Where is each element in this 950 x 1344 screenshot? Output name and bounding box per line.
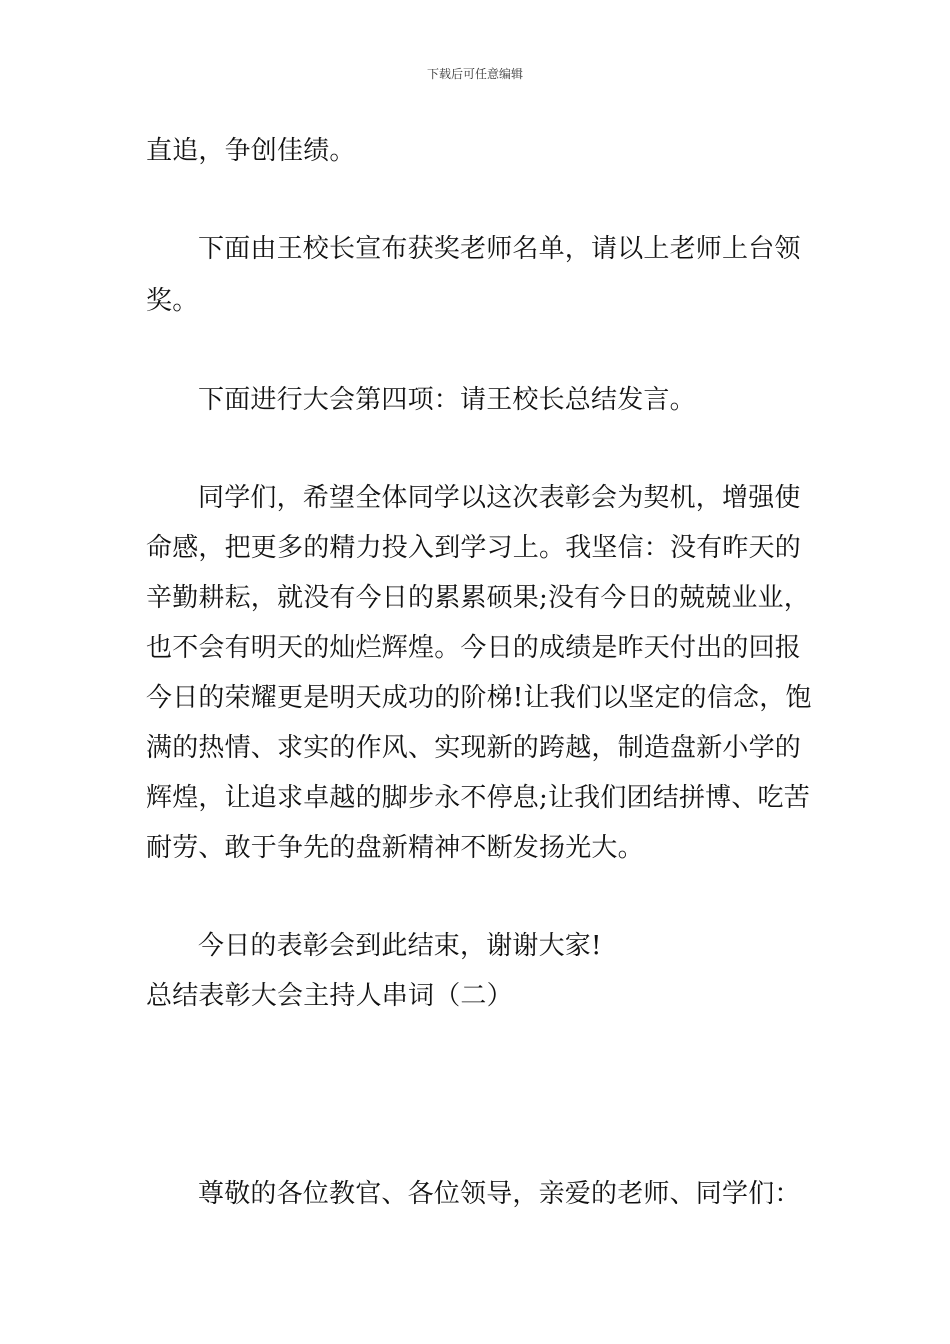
text-line: 直追，争创佳绩。 xyxy=(146,136,356,166)
text-line: 下面进行大会第四项：请王校长总结发言。 xyxy=(198,385,696,415)
text-line: 奖。 xyxy=(146,286,199,316)
text-line: 辛勤耕耘，就没有今日的累累硕果;没有今日的兢兢业业， xyxy=(146,583,810,613)
text-line: 尊敬的各位教官、各位领导，亲爱的老师、同学们： xyxy=(198,1179,801,1209)
text-line: 也不会有明天的灿烂辉煌。今日的成绩是昨天付出的回报 xyxy=(146,633,802,663)
text-line: 耐劳、敢于争先的盘新精神不断发扬光大。 xyxy=(146,833,644,863)
text-line: 同学们，希望全体同学以这次表彰会为契机，增强使 xyxy=(198,483,801,513)
section-title: 总结表彰大会主持人串词（二） xyxy=(146,981,513,1011)
text-line: 今日的荣耀更是明天成功的阶梯!让我们以坚定的信念，饱 xyxy=(146,683,812,713)
text-line: 今日的表彰会到此结束，谢谢大家! xyxy=(198,931,602,961)
text-line: 辉煌，让追求卓越的脚步永不停息;让我们团结拼博、吃苦 xyxy=(146,783,810,813)
page-header: 下载后可任意编辑 xyxy=(426,67,523,81)
text-line: 命感，把更多的精力投入到学习上。我坚信：没有昨天的 xyxy=(146,533,802,563)
text-line: 满的热情、求实的作风、实现新的跨越，制造盘新小学的 xyxy=(146,733,802,763)
text-line: 下面由王校长宣布获奖老师名单，请以上老师上台领 xyxy=(198,234,801,264)
